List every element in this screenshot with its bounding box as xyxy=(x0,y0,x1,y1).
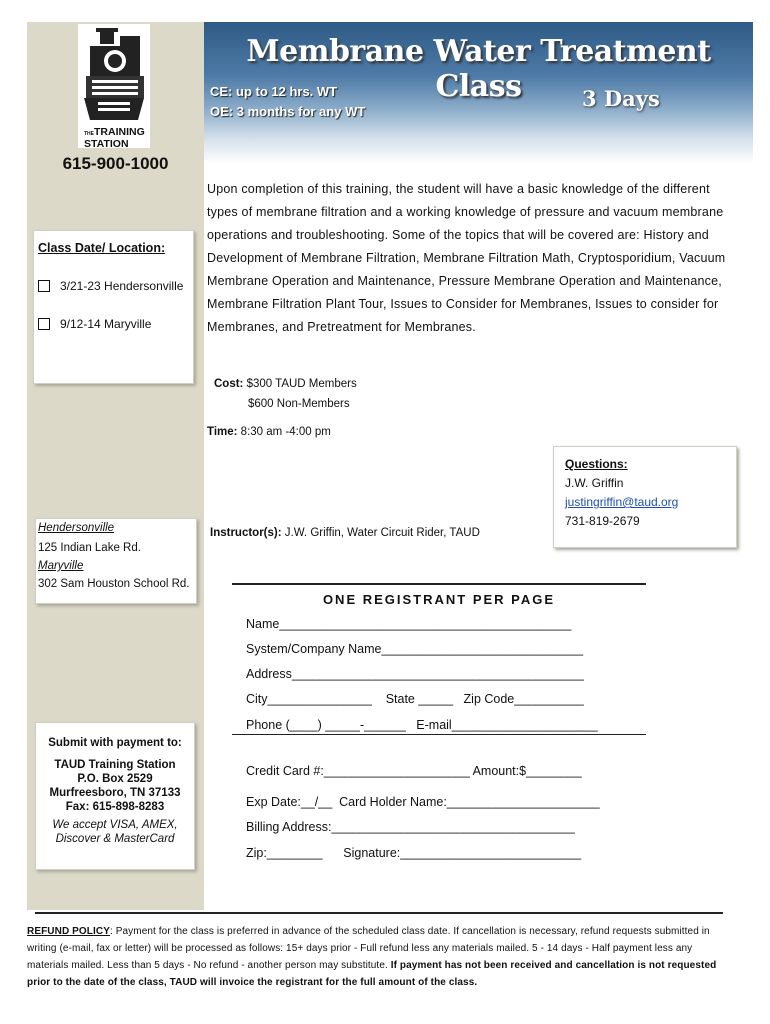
submit-heading: Submit with payment to: xyxy=(48,737,182,749)
policy-bold: If payment has not been received and cancellation is not requested prior to the date of the class, TAUD will invoice the registrant for the full amount of the class. xyxy=(27,960,717,988)
policy-text: : Payment for the class is preferred in advance of the scheduled class date. If cancellation is necessary, refund requests submitted in writing (e-mail, fax or letter) will be processed as follows: 15+ days prior - Full refund less any materials mailed. 5 - 14 days - Half payment less any materials mailed. Less than 5 days - No refund - another person may substitute. xyxy=(27,926,710,971)
policy-rule xyxy=(35,912,723,914)
phone-email-field[interactable]: Phone (____) _____-______ E-mail_____________________ xyxy=(246,718,598,732)
checkbox-icon[interactable] xyxy=(38,280,50,292)
exp-date-field[interactable]: Exp Date:__/__ Card Holder Name:______________________ xyxy=(246,795,600,809)
form-top-rule xyxy=(232,583,646,585)
refund-policy xyxy=(27,923,735,991)
date-option-2[interactable] xyxy=(38,317,151,331)
instructor-line xyxy=(210,527,480,539)
form-heading: ONE REGISTRANT PER PAGE xyxy=(322,592,556,607)
questions-heading: Questions: xyxy=(565,457,628,471)
page-title: Membrane Water Treatment Class xyxy=(246,34,711,104)
submit-po-box: P.O. Box 2529 xyxy=(77,773,153,785)
address-field[interactable]: Address__________________________________________ xyxy=(246,667,584,681)
contact-phone: 731-819-2679 xyxy=(565,514,640,528)
oe-months: OE: 3 months for any WT xyxy=(210,104,366,119)
policy-label: REFUND POLICY xyxy=(27,926,110,937)
company-field[interactable]: System/Company Name_____________________________ xyxy=(246,642,584,656)
ce-hours: CE: up to 12 hrs. WT xyxy=(210,84,338,99)
time-line xyxy=(207,426,331,438)
cost-nonmembers: $600 Non-Members xyxy=(248,398,350,410)
name-field[interactable]: Name__________________________________________ xyxy=(246,617,572,631)
instructor-label: Instructor(s): xyxy=(210,527,282,539)
cost-members: $300 TAUD Members xyxy=(246,378,357,390)
submit-cards-2: Discover & MasterCard xyxy=(55,833,175,845)
instructor-value: J.W. Griffin, Water Circuit Rider, TAUD xyxy=(284,527,480,539)
submit-city: Murfreesboro, TN 37133 xyxy=(49,787,181,799)
submit-cards-1: We accept VISA, AMEX, xyxy=(52,819,178,831)
cost-label: Cost: xyxy=(214,378,244,390)
logo-line1: TRAINING xyxy=(94,126,145,138)
date-label-2: 9/12-14 Maryville xyxy=(60,317,152,331)
zip-signature-field[interactable]: Zip:________ Signature:__________________________ xyxy=(246,846,582,860)
city-state-zip-field[interactable]: City_______________ State _____ Zip Code__________ xyxy=(246,692,584,706)
location-1-name: Hendersonville xyxy=(38,522,115,534)
logo-text xyxy=(84,127,145,149)
date-option-1[interactable] xyxy=(38,279,183,293)
submit-payment-box xyxy=(35,722,195,870)
course-description: Upon completion of this training, the student will have a basic knowledge of the different types of membrane filtration and a working knowledge of pressure and vacuum membrane operations and troubleshooting. Some of the topics that will be covered are: History and Development of Membrane Filtration, Membrane Filtration Math, Cryptosporidium, Vacuum Membrane Operation and Maintenance, Pressure Membrane Operation and Maintenance, Membrane Filtration Plant Tour, Issues to Consider for Membranes, Issues to consider for Membranes, and Pretreatment for Membranes. xyxy=(207,182,726,334)
main-phone: 615-900-1000 xyxy=(62,154,169,173)
class-dates-box xyxy=(33,230,194,384)
logo-line2: STATION xyxy=(84,138,129,150)
date-label-1: 3/21-23 Hendersonville xyxy=(60,279,184,293)
class-dates-heading: Class Date/ Location: xyxy=(38,241,166,255)
questions-box xyxy=(553,446,737,548)
location-2-address: 302 Sam Houston School Rd. xyxy=(38,578,190,590)
location-2-name: Maryville xyxy=(38,560,84,572)
logo-prefix: THE xyxy=(84,131,94,137)
contact-email-link[interactable]: justingriffin@taud.org xyxy=(565,495,679,509)
time-value: 8:30 am -4:00 pm xyxy=(240,426,331,438)
form-mid-rule xyxy=(232,734,646,735)
contact-name: J.W. Griffin xyxy=(565,476,624,490)
checkbox-icon[interactable] xyxy=(38,318,50,330)
locations-box xyxy=(35,518,197,604)
credit-card-field[interactable]: Credit Card #:_____________________ Amount:$________ xyxy=(246,764,582,778)
submit-org: TAUD Training Station xyxy=(54,759,176,771)
title-banner xyxy=(204,22,753,164)
billing-address-field[interactable]: Billing Address:___________________________________ xyxy=(246,820,575,834)
cost-members-line xyxy=(214,378,357,390)
location-1-address: 125 Indian Lake Rd. xyxy=(38,542,141,554)
time-label: Time: xyxy=(207,426,238,438)
submit-fax: Fax: 615-898-8283 xyxy=(65,801,165,813)
duration: 3 Days xyxy=(582,86,660,111)
